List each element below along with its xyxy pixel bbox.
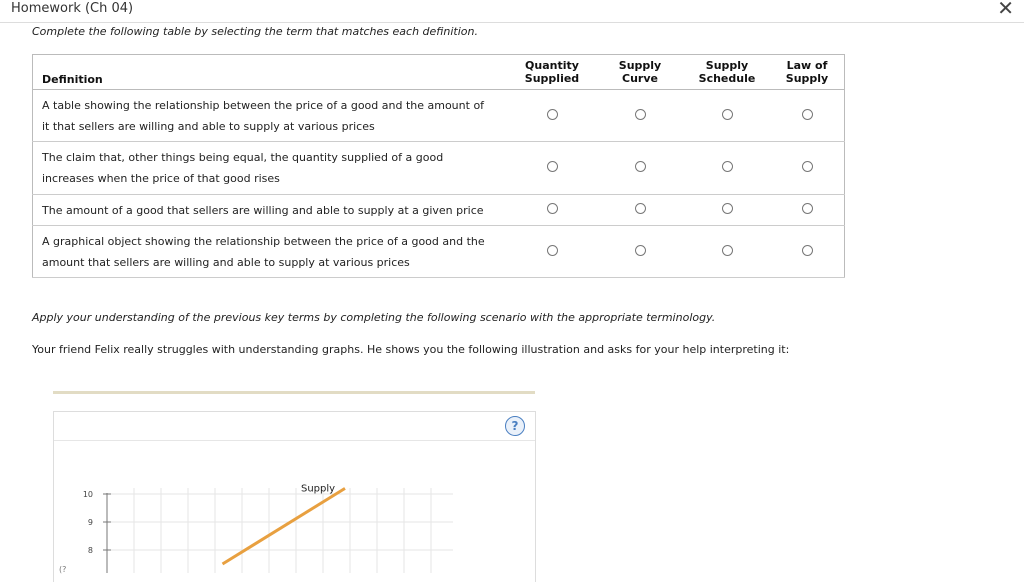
column-header-line: Supply [618, 59, 662, 72]
y-tick-label: 10 [82, 490, 93, 499]
definition-header: Definition [33, 55, 509, 90]
column-header-line: Schedule [698, 72, 756, 85]
column-header-line: Supply [785, 72, 829, 85]
radio-law-of-supply[interactable] [802, 245, 813, 256]
definition-line: The amount of a good that sellers are willing and able to supply at a given price [42, 203, 484, 217]
column-header-line: Supplied [524, 72, 580, 85]
definition-table [32, 54, 845, 278]
radio-supply-schedule[interactable] [722, 203, 733, 214]
definition-line: increases when the price of that good rises [42, 172, 280, 185]
close-icon[interactable]: ✕ [997, 0, 1014, 20]
column-header-line: Law of [786, 59, 828, 72]
scenario-text: Your friend Felix really struggles with understanding graphs. He shows you the following illustration and asks for your help interpreting it: [32, 343, 790, 356]
definition-line: A table showing the relationship between the price of a good and the amount of [42, 98, 485, 112]
radio-supply-schedule[interactable] [722, 245, 733, 256]
radio-quantity-supplied[interactable] [547, 161, 558, 172]
radio-quantity-supplied[interactable] [547, 203, 558, 214]
graph-help-mark: (? [59, 565, 67, 574]
table-header-row [33, 55, 845, 90]
definition-line: A graphical object showing the relationship between the price of a good and the [42, 234, 485, 248]
definition-line: it that sellers are willing and able to supply at various prices [42, 119, 375, 133]
column-header-line: Quantity [525, 59, 579, 72]
table-row [33, 195, 845, 226]
column-header-line: Supply [705, 59, 749, 72]
column-header-line: Curve [622, 72, 658, 85]
y-tick-label: 9 [87, 518, 93, 527]
definition-cell [33, 142, 509, 195]
radio-supply-curve[interactable] [635, 245, 646, 256]
radio-supply-curve[interactable] [635, 161, 646, 172]
table-row [33, 142, 845, 195]
definition-cell [33, 195, 509, 226]
apply-instructions: Apply your understanding of the previous key terms by completing the following scenario with the appropriate terminology. [32, 311, 716, 324]
definition-line: amount that sellers are willing and able to supply at various prices [42, 255, 410, 269]
supply-curve-label: Supply [301, 483, 336, 495]
grid [107, 488, 453, 573]
column-quantity-supplied [508, 55, 596, 90]
column-supply-schedule [684, 55, 770, 90]
column-supply-curve [596, 55, 684, 90]
radio-law-of-supply[interactable] [802, 203, 813, 214]
radio-supply-schedule[interactable] [722, 161, 733, 172]
definition-cell [33, 226, 509, 278]
table-row [33, 90, 845, 142]
table-row [33, 226, 845, 278]
radio-supply-curve[interactable] [635, 109, 646, 120]
supply-graph [53, 440, 534, 573]
radio-law-of-supply[interactable] [802, 161, 813, 172]
page-title: Homework (Ch 04) [11, 1, 134, 16]
column-law-of-supply [770, 55, 845, 90]
supply-curve-line[interactable] [223, 488, 346, 564]
definition-cell [33, 90, 509, 142]
y-tick-label: 8 [87, 546, 93, 555]
radio-law-of-supply[interactable] [802, 109, 813, 120]
radio-quantity-supplied[interactable] [547, 245, 558, 256]
title-bar [0, 0, 1024, 23]
help-icon[interactable]: ? [505, 416, 525, 436]
definition-line: The claim that, other things being equal, the quantity supplied of a good [42, 151, 444, 164]
divider [53, 391, 535, 394]
radio-quantity-supplied[interactable] [547, 109, 558, 120]
radio-supply-curve[interactable] [635, 203, 646, 214]
radio-supply-schedule[interactable] [722, 109, 733, 120]
table-instructions: Complete the following table by selecting the term that matches each definition. [32, 25, 478, 38]
